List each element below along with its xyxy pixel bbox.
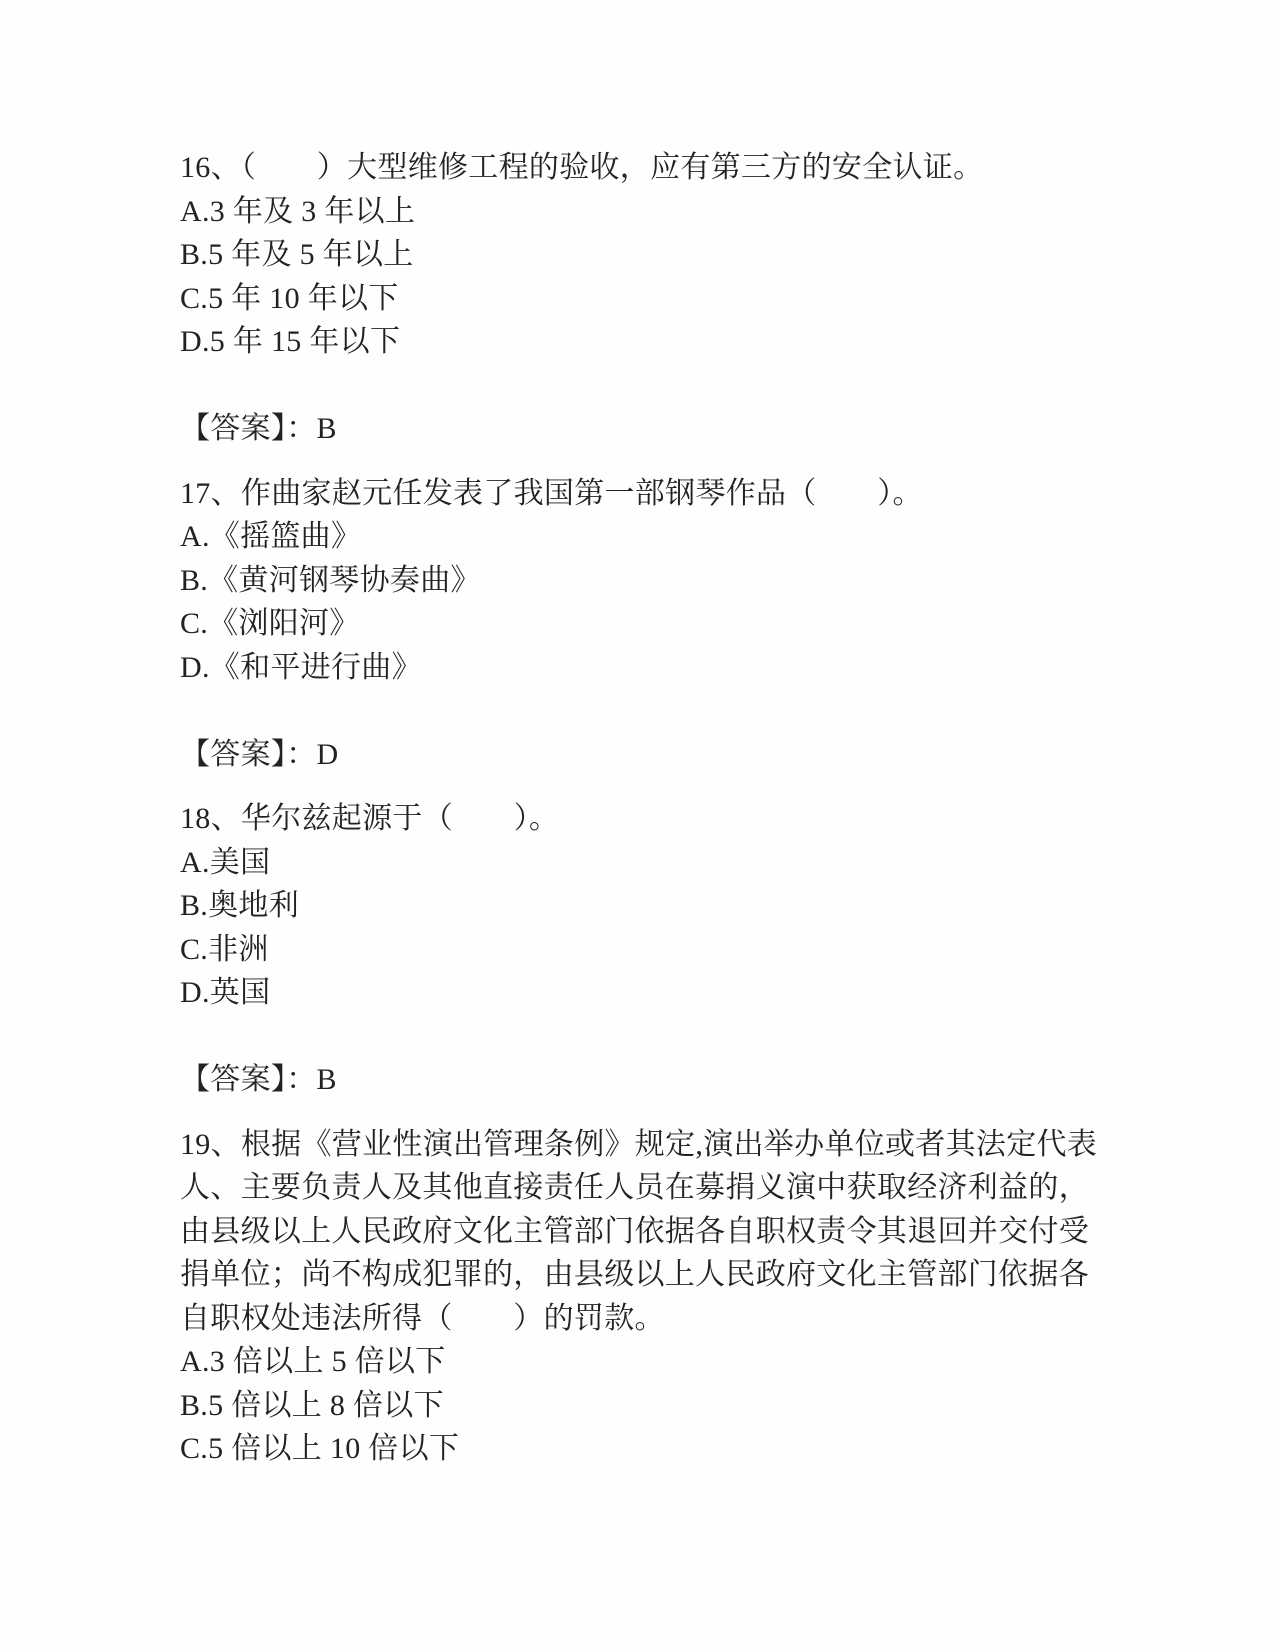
option-line: C.《浏阳河》 — [180, 607, 360, 640]
option-line: B.奥地利 — [180, 889, 300, 922]
answer-line: 【答案】：D — [180, 737, 339, 771]
option-line: A.美国 — [180, 845, 271, 879]
question-block — [180, 146, 1105, 364]
answer-line: 【答案】：B — [180, 412, 337, 445]
answer-block — [180, 733, 1105, 777]
question-block — [180, 797, 1105, 1015]
option-line: A.3 年及 3 年以上 — [180, 194, 416, 228]
question-stem-line: 人、主要负责人及其他直接责任人员在募捐义演中获取经济利益的， — [180, 1171, 1089, 1204]
option-line: B.《黄河钢琴协奏曲》 — [180, 563, 481, 597]
question-stem-line: 19、根据《营业性演出管理条例》规定,演出举办单位或者其法定代表 — [180, 1127, 1098, 1161]
option-line: D.英国 — [180, 976, 271, 1009]
option-line: D.5 年 15 年以下 — [180, 325, 401, 358]
option-line: C.非洲 — [180, 932, 269, 966]
option-line: C.5 倍以上 10 倍以下 — [180, 1432, 460, 1465]
question-stem-line: 18、华尔兹起源于（ ）。 — [180, 802, 560, 835]
question-stem-line: 17、作曲家赵元任发表了我国第一部钢琴作品（ ）。 — [180, 476, 923, 510]
answer-block — [180, 407, 1105, 451]
answer-block — [180, 1058, 1105, 1102]
question-stem-line: 16、（ ）大型维修工程的验收，应有第三方的安全认证。 — [180, 151, 984, 184]
option-line: B.5 年及 5 年以上 — [180, 238, 414, 271]
option-line: C.5 年 10 年以下 — [180, 281, 399, 315]
question-stem-line: 捐单位；尚不构成犯罪的，由县级以上人民政府文化主管部门依据各 — [180, 1258, 1089, 1291]
question-block — [180, 472, 1105, 690]
question-stem-line: 由县级以上人民政府文化主管部门依据各自职权责令其退回并交付受 — [180, 1214, 1089, 1248]
question-stem-line: 自职权处违法所得（ ）的罚款。 — [180, 1301, 665, 1335]
option-line: A.《摇篮曲》 — [180, 520, 362, 553]
option-line: A.3 倍以上 5 倍以下 — [180, 1345, 446, 1378]
answer-line: 【答案】：B — [180, 1063, 337, 1096]
question-block — [180, 1123, 1105, 1471]
option-line: D.《和平进行曲》 — [180, 650, 422, 684]
option-line: B.5 倍以上 8 倍以下 — [180, 1388, 444, 1422]
